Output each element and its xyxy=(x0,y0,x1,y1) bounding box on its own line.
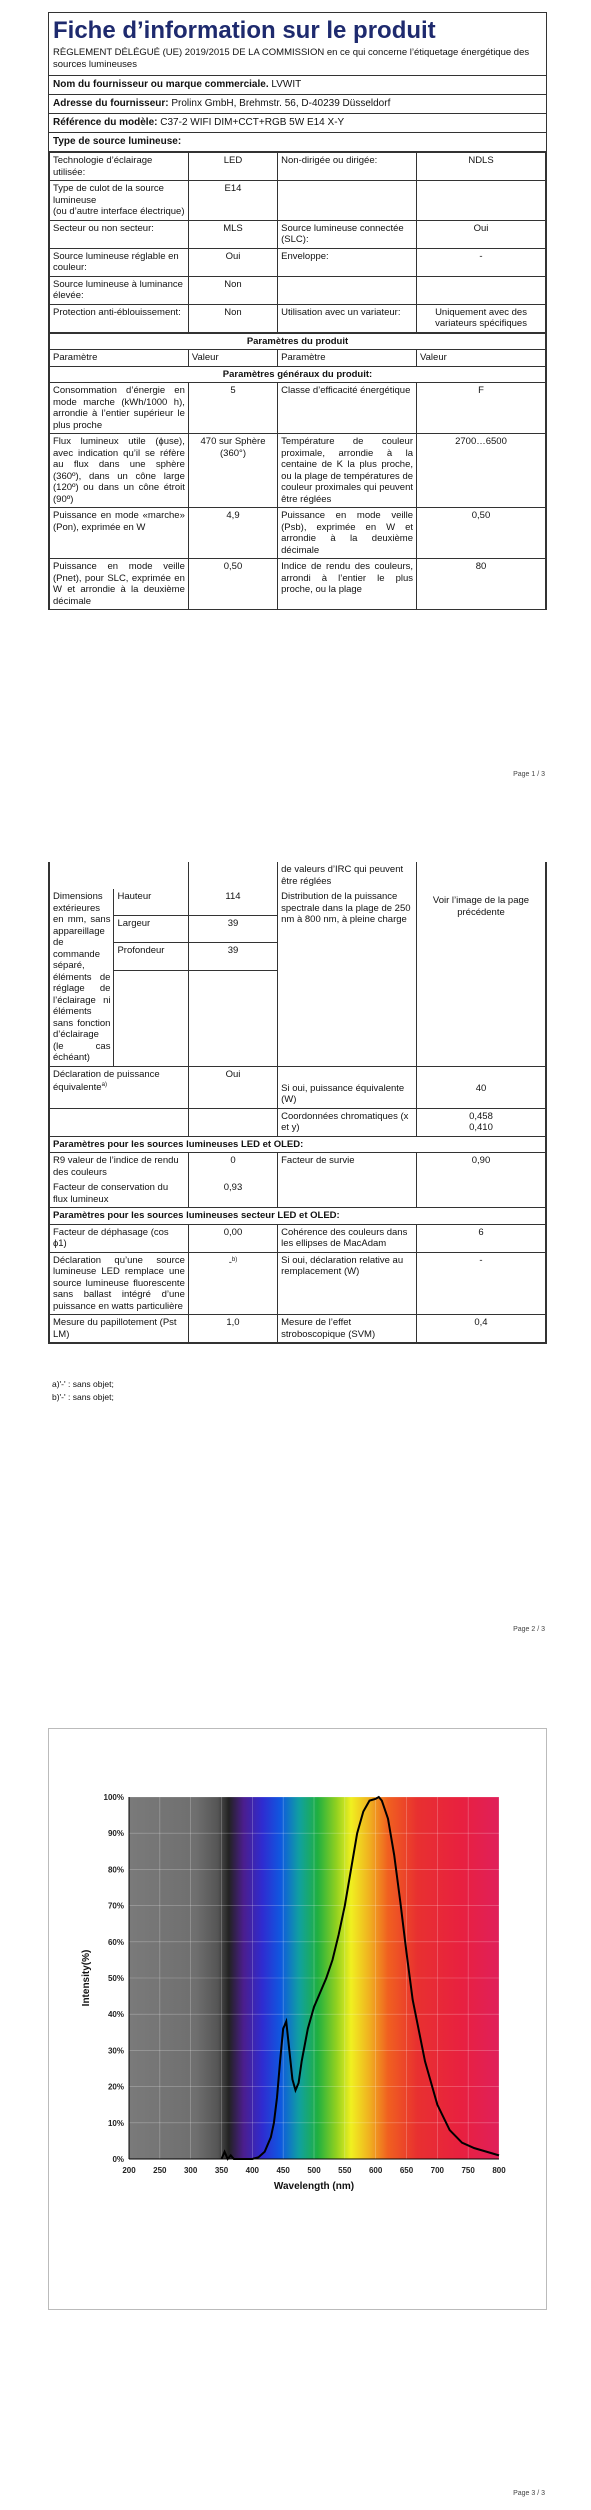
type-value-2 xyxy=(417,181,546,221)
spectrum-chart-box xyxy=(48,1728,547,2310)
y-tick-label: 30% xyxy=(107,2046,124,2056)
general-row xyxy=(50,383,546,434)
survival-label: Facteur de survie xyxy=(278,1153,417,1181)
height-value: 114 xyxy=(188,889,277,915)
x-tick-label: 400 xyxy=(245,2166,260,2175)
dimensions-label: Dimensions extérieures en mm, sans appareillage de commande séparé, éléments de réglage de l’éclairage ni éléments sans fonction d’éclairage (le cas échéant) xyxy=(50,889,114,1066)
y-tick-label: 40% xyxy=(107,2010,124,2020)
height-label: Hauteur xyxy=(114,889,188,915)
general-label: Puissance en mode «marche» (Pon), exprimée en W xyxy=(50,508,189,559)
type-label: Protection anti-éblouissement: xyxy=(50,304,189,332)
spd-label: Distribution de la puissance spectrale dans la plage de 250 nm à 800 nm, à pleine charge xyxy=(278,889,417,1066)
y-tick-label: 90% xyxy=(107,1829,124,1839)
params-table xyxy=(49,333,546,610)
type-label-2 xyxy=(278,276,417,304)
supplier-address-label: Adresse du fournisseur: xyxy=(53,98,169,109)
y-tick-label: 80% xyxy=(107,1865,124,1875)
type-label-2 xyxy=(278,181,417,221)
y-tick-label: 20% xyxy=(107,2082,124,2092)
source-type-label: Type de source lumineuse: xyxy=(53,136,182,147)
x-tick-label: 800 xyxy=(492,2166,506,2175)
general-label-2: Indice de rendu des couleurs, arrondi à l’entier le plus proche, ou la plage xyxy=(278,559,417,610)
col-param-2: Paramètre xyxy=(278,350,417,367)
y-tick-label: 100% xyxy=(103,1793,124,1802)
flicker-label: Mesure du papillotement (Pst LM) xyxy=(50,1315,189,1343)
lumen-maint-value: 0,93 xyxy=(188,1180,277,1208)
type-row xyxy=(50,181,546,221)
depth-value: 39 xyxy=(188,943,277,970)
width-value: 39 xyxy=(188,915,277,942)
chroma-y: 0,410 xyxy=(469,1122,493,1133)
regulation-text: RÈGLEMENT DÉLÉGUÉ (UE) 2019/2015 DE LA COMMISSION en ce qui concerne l’étiquetage énergétique des sources lumineuses xyxy=(49,47,546,76)
y-tick-label: 0% xyxy=(112,2155,124,2164)
cfl-power-value: - xyxy=(416,1252,545,1315)
general-value: 470 sur Sphère (360°) xyxy=(188,434,277,508)
model-ref-value: C37-2 WIFI DIM+CCT+RGB 5W E14 X-Y xyxy=(160,117,345,128)
type-label: Source lumineuse réglable en couleur: xyxy=(50,248,189,276)
general-value: 4,9 xyxy=(188,508,277,559)
footnote-a: a)'-' : sans objet; xyxy=(52,1379,114,1389)
type-value-2 xyxy=(417,276,546,304)
chroma-x: 0,458 xyxy=(469,1110,493,1122)
general-value: 5 xyxy=(188,383,277,434)
type-label-2: Utilisation avec un variateur: xyxy=(278,304,417,332)
general-value-2: 0,50 xyxy=(417,508,546,559)
x-axis-label: Wavelength (nm) xyxy=(273,2181,355,2192)
model-ref-label: Référence du modèle: xyxy=(53,117,158,128)
footnote-b: b)'-' : sans objet; xyxy=(52,1392,114,1402)
general-label: Puissance en mode veille (Pnet), pour SLC, exprimée en W et arrondie à la deuxième décimale xyxy=(50,559,189,610)
y-tick-label: 70% xyxy=(107,1901,124,1911)
general-value-2: 80 xyxy=(417,559,546,610)
general-value: 0,50 xyxy=(188,559,277,610)
general-value-2: F xyxy=(417,383,546,434)
y-axis-label: Intensity(%) xyxy=(81,1949,92,2007)
page-1 xyxy=(0,0,591,790)
spectrum-chart xyxy=(49,1729,546,2309)
col-param-1: Paramètre xyxy=(50,350,189,367)
type-row xyxy=(50,153,546,181)
svm-value: 0,4 xyxy=(416,1315,545,1343)
led-params-heading: Paramètres pour les sources lumineuses LED et OLED: xyxy=(50,1136,546,1153)
equiv-power-decl-label: Déclaration de puissance équivalente$^{a)}$ xyxy=(50,1066,189,1108)
page-number-2: Page 2 / 3 xyxy=(513,1626,545,1633)
cfl-label: Déclaration qu’une source lumineuse LED remplace une source lumineuse fluorescente sans ballast intégré d’une puissance en watts particulière xyxy=(50,1252,189,1315)
supplier-name-row xyxy=(49,76,546,95)
mains-params-heading: Paramètres pour les sources lumineuses secteur LED et OLED: xyxy=(50,1208,546,1225)
supplier-address-value: Prolinx GmbH, Brehmstr. 56, D-40239 Düsseldorf xyxy=(171,98,391,109)
equiv-power-label: Si oui, puissance équivalente (W) xyxy=(278,1066,417,1108)
supplier-name-value: LVWIT xyxy=(271,79,302,90)
type-label: Source lumineuse à luminance élevée: xyxy=(50,276,189,304)
type-row xyxy=(50,248,546,276)
flicker-value: 1,0 xyxy=(188,1315,277,1343)
type-label-2: Source lumineuse connectée (SLC): xyxy=(278,220,417,248)
page-2 xyxy=(0,840,591,1633)
type-value: Oui xyxy=(188,248,277,276)
equiv-power-decl-value: Oui xyxy=(188,1066,277,1108)
type-value-2: - xyxy=(417,248,546,276)
general-label-2: Classe d’efficacité énergétique xyxy=(278,383,417,434)
x-tick-label: 550 xyxy=(338,2166,352,2175)
y-tick-label: 10% xyxy=(107,2118,124,2128)
x-tick-label: 200 xyxy=(122,2166,136,2175)
supplier-name-label: Nom du fournisseur ou marque commerciale. xyxy=(53,79,269,90)
x-tick-label: 600 xyxy=(368,2166,383,2175)
col-value-2: Valeur xyxy=(417,350,546,367)
r9-value: 0 xyxy=(188,1153,277,1181)
cfl-power-label: Si oui, déclaration relative au remplacement (W) xyxy=(278,1252,417,1315)
general-label-2: Température de couleur proximale, arrondie à la centaine de K la plus proche, ou la plage de températures de couleur proximales qui peuvent être réglées xyxy=(278,434,417,508)
x-tick-label: 300 xyxy=(183,2166,198,2175)
type-value: MLS xyxy=(188,220,277,248)
type-value-2: Oui xyxy=(417,220,546,248)
equiv-power-value: 40 xyxy=(416,1066,545,1108)
params-continued-frame xyxy=(48,862,547,1344)
general-label-2: Puissance en mode veille (Psb), exprimée en W et arrondie à la deuxième décimale xyxy=(278,508,417,559)
col-value-1: Valeur xyxy=(188,350,277,367)
general-row xyxy=(50,508,546,559)
x-tick-label: 250 xyxy=(153,2166,167,2175)
general-label: Flux lumineux utile (ɸuse), avec indication qu’il se réfère au flux dans une sphère (360º), dans un cône large (120º) ou dans un cône étroit (90º) xyxy=(50,434,189,508)
cfl-value: -$^{b)}$ xyxy=(188,1252,277,1315)
params-continued-table xyxy=(49,862,546,1343)
general-row xyxy=(50,559,546,610)
model-ref-row xyxy=(49,114,546,133)
type-row xyxy=(50,304,546,332)
width-label: Largeur xyxy=(114,915,188,942)
chroma-label: Coordonnées chromatiques (x et y) xyxy=(278,1108,417,1136)
y-tick-label: 60% xyxy=(107,1937,124,1947)
x-tick-label: 750 xyxy=(461,2166,475,2175)
x-tick-label: 650 xyxy=(399,2166,414,2175)
cri-continued: de valeurs d’IRC qui peuvent être réglées xyxy=(278,862,417,889)
depth-label: Profondeur xyxy=(114,943,188,970)
x-tick-label: 500 xyxy=(307,2166,321,2175)
y-tick-label: 50% xyxy=(107,1974,124,1983)
dpf-value: 0,00 xyxy=(188,1224,277,1252)
type-label-2: Non-dirigée ou dirigée: xyxy=(278,153,417,181)
type-row xyxy=(50,276,546,304)
document-title: Fiche d’information sur le produit xyxy=(53,17,436,44)
x-tick-label: 350 xyxy=(214,2166,229,2175)
survival-value: 0,90 xyxy=(416,1153,545,1181)
footnotes xyxy=(52,1378,114,1404)
lumen-maint-label: Facteur de conservation du flux lumineux xyxy=(50,1180,189,1208)
type-label: Technologie d’éclairage utilisée: xyxy=(50,153,189,181)
chroma-values xyxy=(416,1108,545,1136)
general-value-2: 2700…6500 xyxy=(417,434,546,508)
x-tick-label: 450 xyxy=(276,2166,290,2175)
type-label: Secteur ou non secteur: xyxy=(50,220,189,248)
type-value: LED xyxy=(188,153,277,181)
spd-value: Voir l’image de la page précédente xyxy=(416,889,545,1066)
type-value: E14 xyxy=(188,181,277,221)
page-number-3: Page 3 / 3 xyxy=(513,2490,545,2497)
x-tick-label: 700 xyxy=(430,2166,445,2175)
macadam-value: 6 xyxy=(416,1224,545,1252)
macadam-label: Cohérence des couleurs dans les ellipses de MacAdam xyxy=(278,1224,417,1252)
product-sheet-frame xyxy=(48,12,547,610)
type-value-2: Uniquement avec des variateurs spécifiques xyxy=(417,304,546,332)
source-type-row xyxy=(49,133,546,152)
type-value: Non xyxy=(188,304,277,332)
general-row xyxy=(50,434,546,508)
params-heading: Paramètres du produit xyxy=(50,333,546,350)
r9-label: R9 valeur de l’indice de rendu des couleurs xyxy=(50,1153,189,1181)
supplier-address-row xyxy=(49,95,546,114)
dpf-label: Facteur de déphasage (cos ɸ1) xyxy=(50,1224,189,1252)
type-label: Type de culot de la source lumineuse (ou d’autre interface électrique) xyxy=(50,181,189,221)
page-number-1: Page 1 / 3 xyxy=(513,771,545,778)
type-row xyxy=(50,220,546,248)
type-value-2: NDLS xyxy=(417,153,546,181)
general-params-heading: Paramètres généraux du produit: xyxy=(50,366,546,383)
svm-label: Mesure de l’effet stroboscopique (SVM) xyxy=(278,1315,417,1343)
type-label-2: Enveloppe: xyxy=(278,248,417,276)
page-3 xyxy=(0,1690,591,2510)
type-value: Non xyxy=(188,276,277,304)
general-label: Consommation d’énergie en mode marche (kWh/1000 h), arrondie à l’entier supérieur le plus proche xyxy=(50,383,189,434)
type-table xyxy=(49,152,546,333)
